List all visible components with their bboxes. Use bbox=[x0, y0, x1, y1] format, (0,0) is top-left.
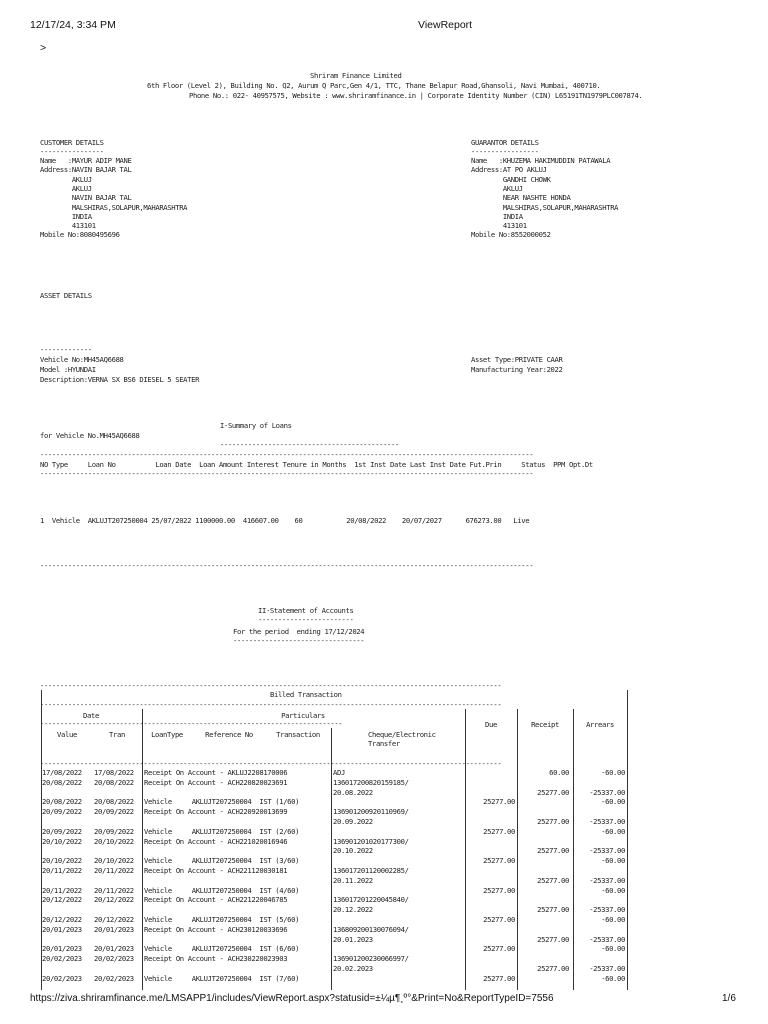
billed-title: Billed Transaction bbox=[270, 690, 342, 699]
table-cell-value: 20/09/2022 bbox=[42, 826, 82, 836]
billed-rule-header-end: -------------------------------------------------------------------------------------------------------------------- bbox=[40, 759, 502, 768]
table-cell-particular: Receipt On Account - AKLUJ2208170006 bbox=[144, 768, 288, 777]
table-cell-value: 20/02/2023 bbox=[42, 954, 82, 964]
table-cell-arrears: -25337.00 bbox=[589, 787, 625, 797]
table-border-due bbox=[465, 709, 466, 990]
table-cell-particular: Receipt On Account - ACH230220023903 bbox=[144, 954, 288, 964]
table-cell-arrears: -25337.00 bbox=[589, 934, 625, 944]
table-cell-arrears: -60.00 bbox=[601, 944, 625, 954]
table-cell-arrears: -60.00 bbox=[601, 885, 625, 895]
table-cell-tran: 20/11/2022 bbox=[94, 866, 134, 875]
table-cell-particular: Receipt On Account - ACH221220046785 bbox=[144, 895, 288, 905]
table-cell-particular: Vehicle AKLUJT207250004 IST (3/60) bbox=[144, 856, 300, 866]
customer-detail-line: Address:NAVIN BAJAR TAL bbox=[40, 165, 132, 175]
guarantor-underline: ----------------- bbox=[471, 147, 539, 156]
table-cell-value: 20/08/2022 bbox=[42, 777, 82, 787]
table-cell-particular: Vehicle AKLUJT207250004 IST (4/60) bbox=[144, 885, 300, 895]
vehicle-description: Description:VERNA SX BS6 DIESEL 5 SEATER bbox=[40, 375, 200, 384]
table-cell-receipt: 25277.00 bbox=[537, 905, 569, 915]
table-cell-value: 20/11/2022 bbox=[42, 866, 82, 875]
table-cell-cheque: 20.12.2022 bbox=[333, 905, 373, 915]
asset-type: Asset Type:PRIVATE CAAR bbox=[471, 355, 563, 364]
table-cell-tran: 20/10/2022 bbox=[94, 856, 134, 866]
customer-detail-line: MALSHIRAS,SOLAPUR,MAHARASHTRA bbox=[40, 202, 188, 212]
guarantor-detail-line: NEAR NASHTE HONDA bbox=[471, 193, 571, 203]
table-cell-value: 20/09/2022 bbox=[42, 807, 82, 817]
table-cell-cheque: 20.02.2023 bbox=[333, 964, 373, 973]
table-cell-cheque: ADJ bbox=[333, 768, 345, 777]
summary-title-rule: --------------------------------------------- bbox=[220, 440, 399, 449]
summary-vehicle: for Vehicle No.MH45AQ6688 bbox=[40, 431, 140, 440]
print-datetime: 12/17/24, 3:34 PM bbox=[30, 19, 116, 31]
table-cell-tran: 17/08/2022 bbox=[94, 768, 134, 777]
table-cell-value: 20/08/2022 bbox=[42, 797, 82, 807]
summary-rule-top: ---------------------------------------------------------------------------------------------------------------------------- bbox=[40, 450, 534, 459]
asset-separator: ------------- bbox=[40, 345, 92, 354]
table-cell-receipt: 25277.00 bbox=[537, 817, 569, 826]
header-arrears: Arrears bbox=[586, 720, 614, 729]
page-url[interactable]: https://ziva.shriramfinance.me/LMSAPP1/includes/ViewReport.aspx?statusid=±¼µ¶¸º°&Print=No&ReportTypeID=7556 bbox=[30, 993, 554, 1004]
table-cell-value: 20/11/2022 bbox=[42, 885, 82, 895]
expand-arrow-icon[interactable]: > bbox=[40, 42, 47, 54]
table-cell-cheque: 136017201120002285/ bbox=[333, 866, 409, 875]
billed-rule-top: -------------------------------------------------------------------------------------------------------------------- bbox=[40, 681, 502, 690]
table-cell-due: 25277.00 bbox=[483, 944, 515, 954]
customer-detail-line: 413101 bbox=[40, 221, 96, 231]
header-transaction: Transaction bbox=[276, 730, 320, 739]
page-title: ViewReport bbox=[418, 19, 473, 31]
guarantor-detail-line: INDIA bbox=[471, 211, 523, 221]
table-cell-tran: 20/10/2022 bbox=[94, 836, 134, 846]
billed-rule-2: -------------------------------------------------------------------------------------------------------------------- bbox=[40, 700, 502, 709]
header-value: Value bbox=[57, 730, 77, 739]
table-cell-tran: 20/09/2022 bbox=[94, 826, 134, 836]
guarantor-detail-line: Name :KHUZEMA HAKIMUDDIN PATAWALA bbox=[471, 156, 611, 165]
table-cell-cheque: 20.11.2022 bbox=[333, 875, 373, 885]
customer-underline: ---------------- bbox=[40, 147, 104, 156]
summary-columns: NO Type Loan No Loan Date Loan Amount Interest Tenure in Months 1st Inst Date Last Inst Date Fut.Prin Status PPM Opt.Dt bbox=[40, 460, 593, 469]
table-cell-cheque: 136017200820159185/ bbox=[333, 777, 409, 787]
vehicle-number: Vehicle No:MH45AQ6688 bbox=[40, 355, 124, 364]
table-cell-tran: 20/08/2022 bbox=[94, 797, 134, 807]
table-cell-tran: 20/08/2022 bbox=[94, 777, 134, 787]
table-cell-particular: Receipt On Account - ACH221120030181 bbox=[144, 866, 288, 875]
vehicle-model: Model :HYUNDAI bbox=[40, 365, 96, 374]
manufacturing-year: Manufacturing Year:2022 bbox=[471, 365, 563, 374]
table-cell-cheque: 136809200130076094/ bbox=[333, 924, 409, 934]
asset-heading: ASSET DETAILS bbox=[40, 291, 92, 300]
table-cell-receipt: 25277.00 bbox=[537, 934, 569, 944]
header-loantype: LoanType bbox=[151, 730, 183, 739]
header-due: Due bbox=[485, 720, 497, 729]
guarantor-detail-line: GANDHI CHOWK bbox=[471, 174, 551, 184]
statement-title: II-Statement of Accounts bbox=[258, 606, 354, 615]
customer-heading: CUSTOMER DETAILS bbox=[40, 138, 104, 147]
table-cell-cheque: 136901200920110969/ bbox=[333, 807, 409, 817]
table-cell-arrears: -25337.00 bbox=[589, 875, 625, 885]
table-cell-value: 20/12/2022 bbox=[42, 895, 82, 905]
table-cell-arrears: -25337.00 bbox=[589, 846, 625, 856]
table-border-cheque bbox=[331, 728, 332, 990]
table-cell-particular: Vehicle AKLUJT207250004 IST (5/60) bbox=[144, 915, 300, 924]
guarantor-heading: GUARANTOR DETAILS bbox=[471, 138, 539, 147]
table-cell-cheque: 136901201020177300/ bbox=[333, 836, 409, 846]
table-cell-cheque: 20.09.2022 bbox=[333, 817, 373, 826]
table-cell-particular: Vehicle AKLUJT207250004 IST (1/60) bbox=[144, 797, 300, 807]
table-cell-value: 20/02/2023 bbox=[42, 973, 82, 983]
table-cell-tran: 20/12/2022 bbox=[94, 895, 134, 905]
summary-rule-mid: ---------------------------------------------------------------------------------------------------------------------------- bbox=[40, 469, 534, 478]
table-cell-value: 17/08/2022 bbox=[42, 768, 82, 777]
table-cell-particular: Receipt On Account - ACH220820023691 bbox=[144, 777, 288, 787]
table-cell-tran: 20/02/2023 bbox=[94, 973, 134, 983]
table-cell-due: 25277.00 bbox=[483, 856, 515, 866]
company-address: 6th Floor (Level 2), Building No. Q2, Aurum Q Parc,Gen 4/1, TTC, Thane Belapur Road,Ghansoli, Navi Mumbai, 400710. bbox=[147, 81, 601, 90]
table-cell-value: 20/01/2023 bbox=[42, 944, 82, 954]
guarantor-detail-line: Mobile No:8552000052 bbox=[471, 230, 551, 240]
table-cell-due: 25277.00 bbox=[483, 885, 515, 895]
table-border-arrears bbox=[573, 709, 574, 990]
table-cell-value: 20/10/2022 bbox=[42, 856, 82, 866]
guarantor-detail-line: MALSHIRAS,SOLAPUR,MAHARASHTRA bbox=[471, 202, 619, 212]
company-contact: Phone No.: 022- 40957575, Website : www.shriramfinance.in | Corporate Identity Number (CIN) L65191TN1979PLC007874. bbox=[189, 91, 643, 100]
table-cell-cheque: 136017201220045840/ bbox=[333, 895, 409, 905]
customer-detail-line: Name :MAYUR ADIP MANE bbox=[40, 156, 132, 165]
table-cell-cheque: 20.10.2022 bbox=[333, 846, 373, 856]
company-name: Shriram Finance Limited bbox=[310, 71, 402, 80]
table-cell-due: 25277.00 bbox=[483, 797, 515, 807]
table-cell-due: 25277.00 bbox=[483, 915, 515, 924]
table-cell-receipt: 25277.00 bbox=[537, 846, 569, 856]
table-cell-value: 20/01/2023 bbox=[42, 924, 82, 934]
header-date: Date bbox=[83, 711, 99, 720]
table-cell-particular: Vehicle AKLUJT207250004 IST (6/60) bbox=[144, 944, 300, 954]
statement-period-rule: --------------------------------- bbox=[233, 636, 365, 645]
table-cell-tran: 20/01/2023 bbox=[94, 924, 134, 934]
summary-title: I-Summary of Loans bbox=[220, 421, 292, 430]
table-cell-particular: Receipt On Account - ACH221020016946 bbox=[144, 836, 288, 846]
table-cell-arrears: -25337.00 bbox=[589, 905, 625, 915]
customer-detail-line: Mobile No:8080495696 bbox=[40, 230, 120, 240]
table-cell-arrears: -25337.00 bbox=[589, 817, 625, 826]
table-cell-tran: 20/02/2023 bbox=[94, 954, 134, 964]
table-cell-cheque: 20.08.2022 bbox=[333, 787, 373, 797]
table-cell-tran: 20/11/2022 bbox=[94, 885, 134, 895]
header-cheque: Cheque/Electronic Transfer bbox=[368, 730, 436, 749]
table-cell-tran: 20/09/2022 bbox=[94, 807, 134, 817]
table-cell-tran: 20/12/2022 bbox=[94, 915, 134, 924]
customer-detail-line: INDIA bbox=[40, 211, 92, 221]
table-cell-value: 20/12/2022 bbox=[42, 915, 82, 924]
billed-rule-3: ---------------------------------------------------------------------------- bbox=[40, 719, 343, 728]
table-cell-cheque: 20.01.2023 bbox=[333, 934, 373, 944]
table-cell-value: 20/10/2022 bbox=[42, 836, 82, 846]
customer-detail-line: AKLUJ bbox=[40, 183, 92, 193]
guarantor-detail-line: Address:AT PO AKLUJ bbox=[471, 165, 547, 175]
table-cell-particular: Vehicle AKLUJT207250004 IST (2/60) bbox=[144, 826, 300, 836]
table-border-particulars bbox=[142, 709, 143, 990]
table-cell-arrears: -60.00 bbox=[601, 915, 625, 924]
table-cell-arrears: -60.00 bbox=[601, 856, 625, 866]
table-cell-tran: 20/01/2023 bbox=[94, 944, 134, 954]
customer-detail-line: AKLUJ bbox=[40, 174, 92, 184]
table-cell-particular: Vehicle AKLUJT207250004 IST (7/60) bbox=[144, 973, 300, 983]
guarantor-detail-line: AKLUJ bbox=[471, 183, 523, 193]
table-cell-particular: Receipt On Account - ACH220920013699 bbox=[144, 807, 288, 817]
table-cell-receipt: 60.00 bbox=[549, 768, 569, 777]
table-cell-receipt: 25277.00 bbox=[537, 875, 569, 885]
table-border-right bbox=[627, 690, 628, 990]
table-cell-arrears: -60.00 bbox=[601, 826, 625, 836]
summary-loan-row: 1 Vehicle AKLUJT207250004 25/07/2022 1100000.00 416607.00 60 20/08/2022 20/07/2027 676273.00 Live bbox=[40, 516, 530, 525]
summary-rule-bottom: ---------------------------------------------------------------------------------------------------------------------------- bbox=[40, 561, 534, 570]
table-cell-arrears: -60.00 bbox=[601, 797, 625, 807]
table-cell-receipt: 25277.00 bbox=[537, 787, 569, 797]
customer-detail-line: NAVIN BAJAR TAL bbox=[40, 193, 132, 203]
table-cell-arrears: -25337.00 bbox=[589, 964, 625, 973]
table-cell-particular: Receipt On Account - ACH230120033696 bbox=[144, 924, 288, 934]
header-tran: Tran bbox=[109, 730, 125, 739]
table-cell-receipt: 25277.00 bbox=[537, 964, 569, 973]
table-border-receipt bbox=[517, 709, 518, 990]
header-particulars: Particulars bbox=[281, 711, 325, 720]
table-cell-due: 25277.00 bbox=[483, 973, 515, 983]
statement-period: For the period ending 17/12/2024 bbox=[233, 627, 365, 636]
table-cell-arrears: -60.00 bbox=[601, 973, 625, 983]
table-cell-arrears: -60.00 bbox=[601, 768, 625, 777]
page-number: 1/6 bbox=[722, 993, 736, 1004]
header-reference: Reference No bbox=[205, 730, 253, 739]
guarantor-detail-line: 413101 bbox=[471, 221, 527, 231]
header-receipt: Receipt bbox=[531, 720, 559, 729]
table-cell-due: 25277.00 bbox=[483, 826, 515, 836]
statement-title-rule: ------------------------ bbox=[258, 615, 354, 624]
table-cell-cheque: 136901200230066997/ bbox=[333, 954, 409, 964]
